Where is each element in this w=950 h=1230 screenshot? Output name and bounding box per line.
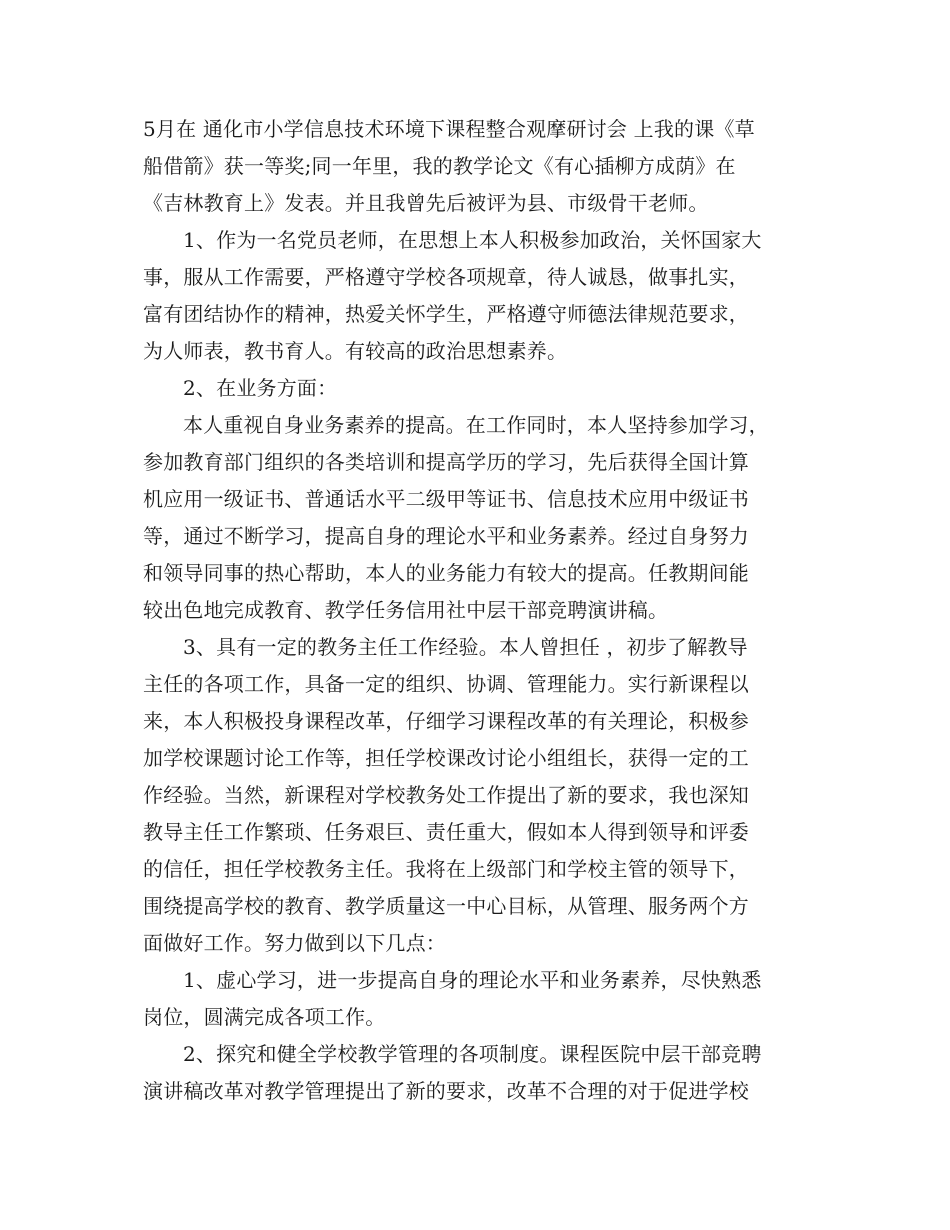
text-line: 1、作为一名党员老师，在思想上本人积极参加政治，关怀国家大 [183, 228, 762, 252]
text-line: 本人重视自身业务素养的提高。在工作同时，本人坚持参加学习， [183, 413, 769, 437]
text-line: 等，通过不断学习，提高自身的理论水平和业务素养。经过自身努力 [143, 524, 749, 548]
text-line: 加学校课题讨论工作等，担任学校课改讨论小组组长，获得一定的工 [143, 746, 749, 770]
text-line: 1、虚心学习，进一步提高自身的理论水平和业务素养，尽快熟悉 [183, 968, 762, 992]
text-line: 教导主任工作繁琐、任务艰巨、责任重大，假如本人得到领导和评委 [143, 820, 749, 844]
text-line: 富有团结协作的精神，热爱关怀学生，严格遵守师德法律规范要求， [143, 302, 749, 326]
text-line: 主任的各项工作，具备一定的组织、协调、管理能力。实行新课程以 [143, 672, 749, 696]
text-line: 为人师表，教书育人。有较高的政治思想素养。 [143, 339, 568, 363]
text-line: 5月在 通化市小学信息技术环境下课程整合观摩研讨会 上我的课《草 [143, 117, 755, 141]
text-line: 岗位，圆满完成各项工作。 [143, 1005, 386, 1029]
text-line: 面做好工作。努力做到以下几点： [143, 931, 446, 955]
document-body [143, 111, 813, 1110]
text-line: 参加教育部门组织的各类培训和提高学历的学习，先后获得全国计算 [143, 450, 749, 474]
text-line: 和领导同事的热心帮助，本人的业务能力有较大的提高。任教期间能 [143, 561, 749, 585]
text-line: 《吉林教育上》发表。并且我曾先后被评为县、市级骨干老师。 [143, 191, 709, 215]
text-line: 事，服从工作需要，严格遵守学校各项规章，待人诚恳，做事扎实， [143, 265, 749, 289]
text-line: 来，本人积极投身课程改革，仔细学习课程改革的有关理论，积极参 [143, 709, 749, 733]
text-line: 2、在业务方面： [183, 376, 338, 400]
text-line: 围绕提高学校的教育、教学质量这一中心目标，从管理、服务两个方 [143, 894, 749, 918]
text-line: 的信任，担任学校教务主任。我将在上级部门和学校主管的领导下， [143, 857, 749, 881]
text-line: 演讲稿改革对教学管理提出了新的要求，改革不合理的对于促进学校 [143, 1079, 749, 1103]
text-line: 机应用一级证书、普通话水平二级甲等证书、信息技术应用中级证书 [143, 487, 749, 511]
text-line: 船借箭》获一等奖;同一年里，我的教学论文《有心插柳方成荫》在 [143, 154, 736, 178]
text-line: 较出色地完成教育、教学任务信用社中层干部竞聘演讲稿。 [143, 598, 669, 622]
text-line: 2、探究和健全学校教学管理的各项制度。课程医院中层干部竞聘 [183, 1042, 762, 1066]
text-line: 作经验。当然，新课程对学校教务处工作提出了新的要求，我也深知 [143, 783, 749, 807]
text-line: 3、具有一定的教务主任工作经验。本人曾担任 ，初步了解教导 [183, 635, 748, 659]
